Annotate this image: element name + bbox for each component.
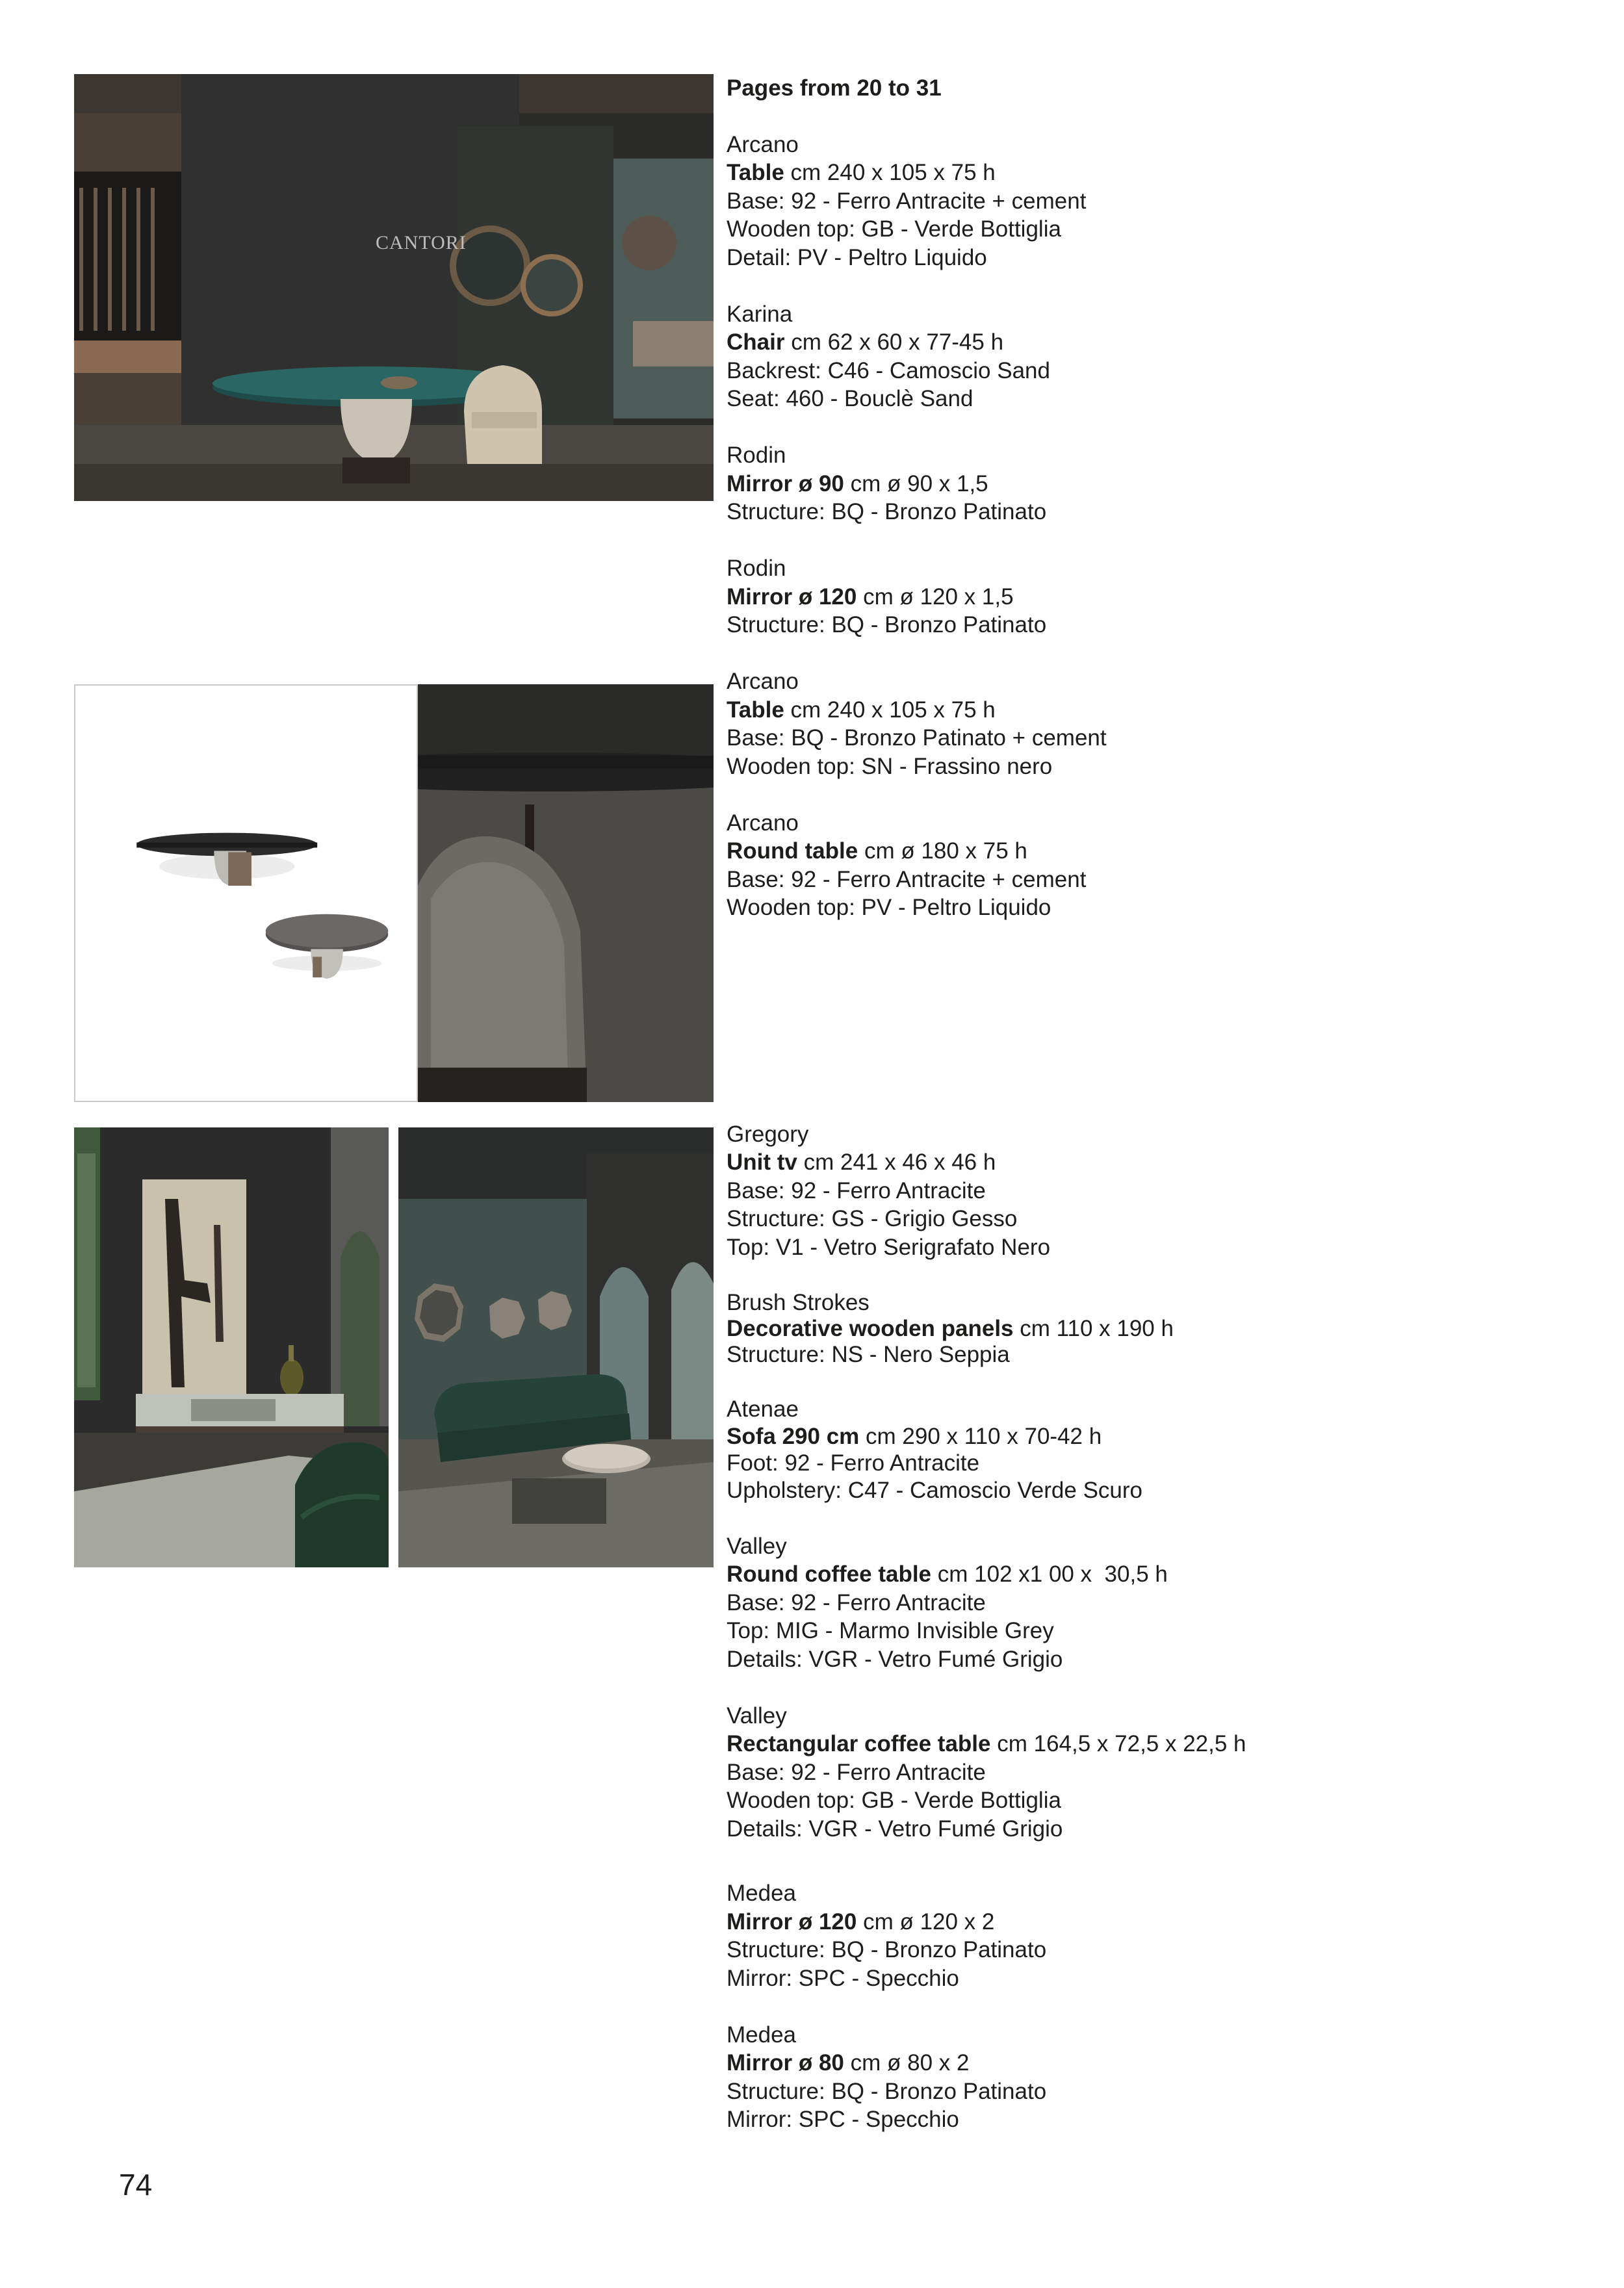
collection-name: Medea <box>727 1881 797 1906</box>
spec-line: Detail: PV - Peltro Liquido <box>727 244 987 270</box>
pedestal-closeup-photo <box>418 684 714 1102</box>
spec-line: Details: VGR - Vetro Fumé Grigio <box>727 1816 1063 1842</box>
collection-name: Valley <box>727 1533 787 1559</box>
product-dims: cm 240 x 105 x 75 h <box>784 697 996 723</box>
product-spec-rodin-mirror-120 <box>727 554 1539 639</box>
spec-line: Wooden top: SN - Frassino nero <box>727 753 1053 779</box>
spec-line: Base: 92 - Ferro Antracite <box>727 1759 986 1785</box>
spec-line: Mirror: SPC - Specchio <box>727 1965 959 1991</box>
product-type: Sofa 290 cm <box>727 1423 860 1449</box>
product-type: Decorative wooden panels <box>727 1315 1014 1341</box>
product-dims: cm 240 x 105 x 75 h <box>784 160 996 185</box>
spec-line: Foot: 92 - Ferro Antracite <box>727 1450 980 1476</box>
spec-line: Structure: BQ - Bronzo Patinato <box>727 1937 1047 1962</box>
spec-column <box>727 74 1539 2162</box>
pages-heading: Pages from 20 to 31 <box>727 75 942 101</box>
collection-name: Gregory <box>727 1121 809 1147</box>
spec-line: Structure: NS - Nero Seppia <box>727 1341 1010 1367</box>
spec-line: Structure: BQ - Bronzo Patinato <box>727 499 1047 524</box>
spec-line: Upholstery: C47 - Camoscio Verde Scuro <box>727 1477 1142 1503</box>
product-spec-valley-round-coffee-table <box>727 1532 1539 1674</box>
collection-name: Rodin <box>727 556 786 581</box>
collection-name: Valley <box>727 1703 787 1729</box>
spec-line: Structure: GS - Grigio Gesso <box>727 1206 1018 1231</box>
product-type: Chair <box>727 329 785 355</box>
spec-line: Details: VGR - Vetro Fumé Grigio <box>727 1646 1063 1672</box>
spec-line: Wooden top: GB - Verde Bottiglia <box>727 216 1061 242</box>
page-number: 74 <box>119 2168 153 2202</box>
product-type: Mirror ø 120 <box>727 584 857 610</box>
spec-line: Base: 92 - Ferro Antracite + cement <box>727 866 1087 892</box>
product-dims: cm 62 x 60 x 77-45 h <box>784 329 1004 355</box>
product-type: Round table <box>727 838 858 864</box>
product-dims: cm 110 x 190 h <box>1013 1315 1174 1341</box>
product-spec-medea-mirror-80 <box>727 2021 1539 2134</box>
product-spec-karina-chair <box>727 300 1539 413</box>
product-dims: cm ø 180 x 75 h <box>858 838 1027 864</box>
collection-name: Arcano <box>727 131 799 157</box>
living-room-photo <box>398 1127 714 1567</box>
product-cutout-photo <box>74 684 418 1102</box>
spec-line: Top: MIG - Marmo Invisible Grey <box>727 1618 1054 1643</box>
product-spec-arcano-table <box>727 131 1539 272</box>
tv-unit-photo <box>74 1127 389 1567</box>
product-spec-atenae-sofa <box>727 1396 1539 1504</box>
product-dims: cm 241 x 46 x 46 h <box>797 1150 996 1175</box>
product-dims: cm 102 x1 00 x 30,5 h <box>931 1562 1168 1587</box>
spec-line: Seat: 460 - Bouclè Sand <box>727 386 973 411</box>
product-type: Rectangular coffee table <box>727 1731 991 1756</box>
collection-name: Arcano <box>727 669 799 694</box>
collection-name: Medea <box>727 2022 797 2048</box>
product-type: Table <box>727 697 784 723</box>
spec-line: Base: 92 - Ferro Antracite <box>727 1177 986 1203</box>
product-dims: cm ø 80 x 2 <box>844 2050 970 2076</box>
product-type: Table <box>727 160 784 185</box>
spec-line: Structure: BQ - Bronzo Patinato <box>727 2078 1047 2104</box>
spec-line: Wooden top: GB - Verde Bottiglia <box>727 1788 1061 1813</box>
product-type: Mirror ø 120 <box>727 1909 857 1935</box>
showroom-photo <box>74 74 714 501</box>
product-spec-medea-mirror-120 <box>727 1879 1539 1992</box>
spec-line: Base: 92 - Ferro Antracite <box>727 1589 986 1615</box>
collection-name: Arcano <box>727 810 799 836</box>
collection-name: Rodin <box>727 443 786 468</box>
spec-line: Base: 92 - Ferro Antracite + cement <box>727 188 1087 214</box>
product-type: Mirror ø 80 <box>727 2050 844 2076</box>
spec-line: Wooden top: PV - Peltro Liquido <box>727 895 1051 920</box>
product-type: Mirror ø 90 <box>727 470 844 496</box>
product-spec-gregory-unit-tv <box>727 1120 1539 1262</box>
product-dims: cm ø 120 x 2 <box>857 1909 995 1935</box>
spec-line: Structure: BQ - Bronzo Patinato <box>727 612 1047 637</box>
product-spec-valley-rectangular-coffee-table <box>727 1702 1539 1844</box>
product-spec-brush-strokes <box>727 1290 1539 1368</box>
brand-sign: CANTORI <box>376 232 467 253</box>
spec-line: Mirror: SPC - Specchio <box>727 2107 959 2132</box>
product-dims: cm ø 90 x 1,5 <box>844 470 988 496</box>
product-dims: cm ø 120 x 1,5 <box>857 584 1014 610</box>
product-spec-arcano-table-2 <box>727 667 1539 780</box>
product-dims: cm 290 x 110 x 70-42 h <box>859 1423 1102 1449</box>
product-spec-rodin-mirror-90 <box>727 441 1539 526</box>
spec-line: Top: V1 - Vetro Serigrafato Nero <box>727 1234 1051 1260</box>
product-type: Round coffee table <box>727 1562 932 1587</box>
product-spec-arcano-round-table <box>727 809 1539 922</box>
collection-name: Brush Strokes <box>727 1289 870 1315</box>
collection-name: Karina <box>727 301 793 327</box>
product-dims: cm 164,5 x 72,5 x 22,5 h <box>990 1731 1246 1756</box>
collection-name: Atenae <box>727 1396 799 1422</box>
spec-line: Backrest: C46 - Camoscio Sand <box>727 357 1050 383</box>
spec-line: Base: BQ - Bronzo Patinato + cement <box>727 725 1107 751</box>
product-type: Unit tv <box>727 1150 797 1175</box>
